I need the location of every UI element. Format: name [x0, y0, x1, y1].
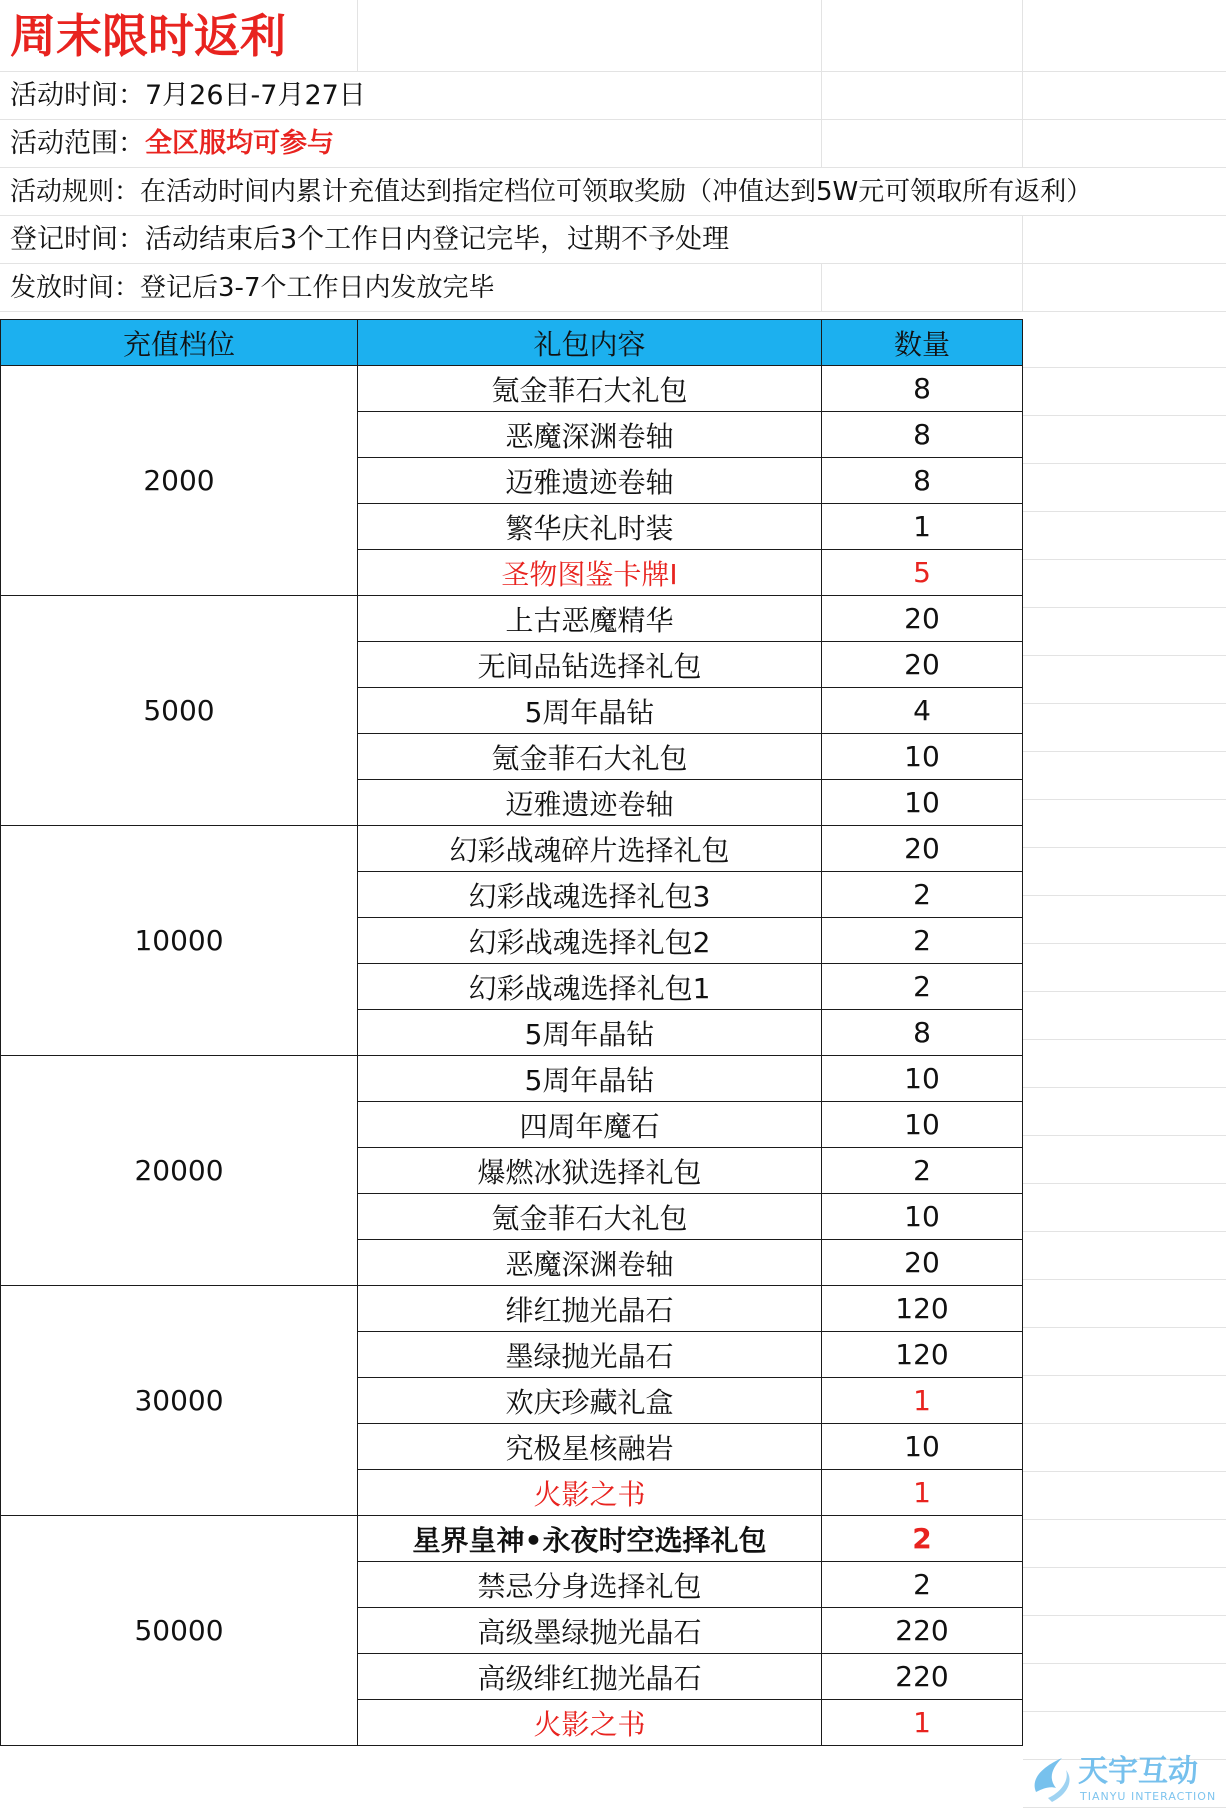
- info-time-value: 7月26日-7月27日: [145, 80, 366, 111]
- grid-line: [1023, 559, 1226, 560]
- item-name-cell: 氪金菲石大礼包: [358, 1194, 822, 1240]
- item-qty-cell: 1: [822, 1700, 1023, 1746]
- info-register: [10, 216, 729, 264]
- item-qty-cell: 10: [822, 780, 1023, 826]
- item-qty-cell: 2: [822, 964, 1023, 1010]
- item-qty-cell: 220: [822, 1654, 1023, 1700]
- info-issue-label: 发放时间：: [10, 273, 141, 303]
- info-row-time: [0, 72, 1226, 120]
- header-content: 礼包内容: [358, 320, 822, 366]
- grid-line: [1023, 1615, 1226, 1616]
- table-body: [1, 366, 1023, 1746]
- item-name-cell: 繁华庆礼时装: [358, 504, 822, 550]
- grid-line: [1023, 895, 1226, 896]
- item-name-cell: 5周年晶钻: [358, 688, 822, 734]
- item-qty-cell: 1: [822, 1378, 1023, 1424]
- item-name-cell: 爆燃冰狱选择礼包: [358, 1148, 822, 1194]
- tier-amount-cell: 20000: [1, 1056, 358, 1286]
- item-name-cell: 上古恶魔精华: [358, 596, 822, 642]
- rewards-table: [0, 319, 1023, 1746]
- item-name-cell: 迈雅遗迹卷轴: [358, 458, 822, 504]
- grid-line: [1023, 847, 1226, 848]
- grid-line: [1023, 415, 1226, 416]
- grid-line: [1023, 1087, 1226, 1088]
- table-row: [1, 826, 1023, 872]
- item-qty-cell: 20: [822, 826, 1023, 872]
- item-name-cell: 幻彩战魂选择礼包2: [358, 918, 822, 964]
- info-rules-value: 在活动时间内累计充值达到指定档位可领取奖励（冲值达到5W元可领取所有返利）: [140, 177, 1093, 207]
- grid-line: [1023, 1711, 1226, 1712]
- info-row-register: [0, 216, 1226, 264]
- table-header-row: [1, 320, 1023, 366]
- item-qty-cell: 2: [822, 872, 1023, 918]
- item-name-cell: 绯红抛光晶石: [358, 1286, 822, 1332]
- grid-line: [1023, 1183, 1226, 1184]
- grid-line: [1023, 703, 1226, 704]
- item-qty-cell: 120: [822, 1286, 1023, 1332]
- info-register-value: 活动结束后3个工作日内登记完毕，过期不予处理: [145, 224, 730, 255]
- watermark-logo: [1022, 1748, 1226, 1807]
- grid-line: [1023, 1519, 1226, 1520]
- info-row-rules: [0, 168, 1226, 216]
- info-scope-label: 活动范围：: [10, 128, 145, 159]
- item-name-cell: 幻彩战魂选择礼包3: [358, 872, 822, 918]
- item-name-cell: 高级绯红抛光晶石: [358, 1654, 822, 1700]
- table-row: [1, 1286, 1023, 1332]
- page-title: 周末限时返利: [10, 9, 286, 63]
- grid-line: [1023, 1231, 1226, 1232]
- item-name-cell: 5周年晶钻: [358, 1010, 822, 1056]
- info-rules-label: 活动规则：: [10, 177, 141, 207]
- item-name-cell: 欢庆珍藏礼盒: [358, 1378, 822, 1424]
- item-name-cell: 氪金菲石大礼包: [358, 366, 822, 412]
- watermark-cn: 天宇互动: [1078, 1754, 1198, 1789]
- tier-amount-cell: 5000: [1, 596, 358, 826]
- item-name-cell: 高级墨绿抛光晶石: [358, 1608, 822, 1654]
- item-qty-cell: 10: [822, 1194, 1023, 1240]
- grid-line: [1023, 1471, 1226, 1472]
- item-name-cell: 迈雅遗迹卷轴: [358, 780, 822, 826]
- table-row: [1, 596, 1023, 642]
- spreadsheet: [0, 0, 1226, 312]
- empty-column-grid: [1023, 319, 1226, 1807]
- item-qty-cell: 10: [822, 1102, 1023, 1148]
- grid-line: [1023, 655, 1226, 656]
- grid-line: [1023, 1039, 1226, 1040]
- item-qty-cell: 4: [822, 688, 1023, 734]
- item-name-cell: 禁忌分身选择礼包: [358, 1562, 822, 1608]
- item-qty-cell: 8: [822, 366, 1023, 412]
- item-qty-cell: 10: [822, 1424, 1023, 1470]
- grid-line: [1023, 1567, 1226, 1568]
- grid-line: [1023, 1135, 1226, 1136]
- grid-line: [1023, 1327, 1226, 1328]
- item-qty-cell: 20: [822, 642, 1023, 688]
- item-qty-cell: 2: [822, 1516, 1023, 1562]
- tier-amount-cell: 2000: [1, 366, 358, 596]
- item-qty-cell: 20: [822, 1240, 1023, 1286]
- item-qty-cell: 120: [822, 1332, 1023, 1378]
- grid-line: [1023, 367, 1226, 368]
- tier-amount-cell: 30000: [1, 1286, 358, 1516]
- item-qty-cell: 8: [822, 458, 1023, 504]
- info-time: [10, 72, 366, 120]
- item-qty-cell: 220: [822, 1608, 1023, 1654]
- tier-amount-cell: 10000: [1, 826, 358, 1056]
- grid-line: [1023, 1279, 1226, 1280]
- grid-line: [1023, 751, 1226, 752]
- item-name-cell: 幻彩战魂碎片选择礼包: [358, 826, 822, 872]
- item-qty-cell: 2: [822, 1148, 1023, 1194]
- grid-line: [1023, 1375, 1226, 1376]
- grid-line: [1023, 511, 1226, 512]
- item-name-cell: 5周年晶钻: [358, 1056, 822, 1102]
- item-name-cell: 圣物图鉴卡牌I: [358, 550, 822, 596]
- table-row: [1, 366, 1023, 412]
- item-name-cell: 无间品钻选择礼包: [358, 642, 822, 688]
- table-row: [1, 1056, 1023, 1102]
- grid-line: [1023, 991, 1226, 992]
- item-qty-cell: 2: [822, 918, 1023, 964]
- grid-line: [1023, 1663, 1226, 1664]
- info-row-issue: [0, 264, 1226, 312]
- item-qty-cell: 8: [822, 412, 1023, 458]
- info-rules: [10, 168, 1092, 216]
- grid-line: [1023, 1423, 1226, 1424]
- header-tier: 充值档位: [1, 320, 358, 366]
- watermark-en: TIANYU INTERACTION: [1080, 1790, 1217, 1803]
- item-qty-cell: 1: [822, 1470, 1023, 1516]
- item-name-cell: 墨绿抛光晶石: [358, 1332, 822, 1378]
- item-qty-cell: 5: [822, 550, 1023, 596]
- grid-line: [1023, 799, 1226, 800]
- item-name-cell: 恶魔深渊卷轴: [358, 1240, 822, 1286]
- grid-line: [1023, 943, 1226, 944]
- grid-line: [1023, 463, 1226, 464]
- info-scope-value: 全区服均可参与: [145, 128, 334, 159]
- info-scope: [10, 120, 334, 168]
- item-name-cell: 氪金菲石大礼包: [358, 734, 822, 780]
- info-issue-value: 登记后3-7个工作日内发放完毕: [140, 273, 495, 303]
- item-name-cell: 星界皇神•永夜时空选择礼包: [358, 1516, 822, 1562]
- info-issue: [10, 264, 494, 312]
- title-row: [0, 0, 1226, 72]
- info-register-label: 登记时间：: [10, 224, 145, 255]
- item-name-cell: 恶魔深渊卷轴: [358, 412, 822, 458]
- item-name-cell: 火影之书: [358, 1700, 822, 1746]
- item-name-cell: 幻彩战魂选择礼包1: [358, 964, 822, 1010]
- item-qty-cell: 20: [822, 596, 1023, 642]
- header-qty: 数量: [822, 320, 1023, 366]
- item-qty-cell: 1: [822, 504, 1023, 550]
- info-time-label: 活动时间：: [10, 80, 145, 111]
- item-qty-cell: 10: [822, 1056, 1023, 1102]
- item-qty-cell: 8: [822, 1010, 1023, 1056]
- item-name-cell: 四周年魔石: [358, 1102, 822, 1148]
- grid-line: [1023, 607, 1226, 608]
- item-qty-cell: 2: [822, 1562, 1023, 1608]
- tier-amount-cell: 50000: [1, 1516, 358, 1746]
- item-name-cell: 究极星核融岩: [358, 1424, 822, 1470]
- item-qty-cell: 10: [822, 734, 1023, 780]
- table-row: [1, 1516, 1023, 1562]
- item-name-cell: 火影之书: [358, 1470, 822, 1516]
- info-row-scope: [0, 120, 1226, 168]
